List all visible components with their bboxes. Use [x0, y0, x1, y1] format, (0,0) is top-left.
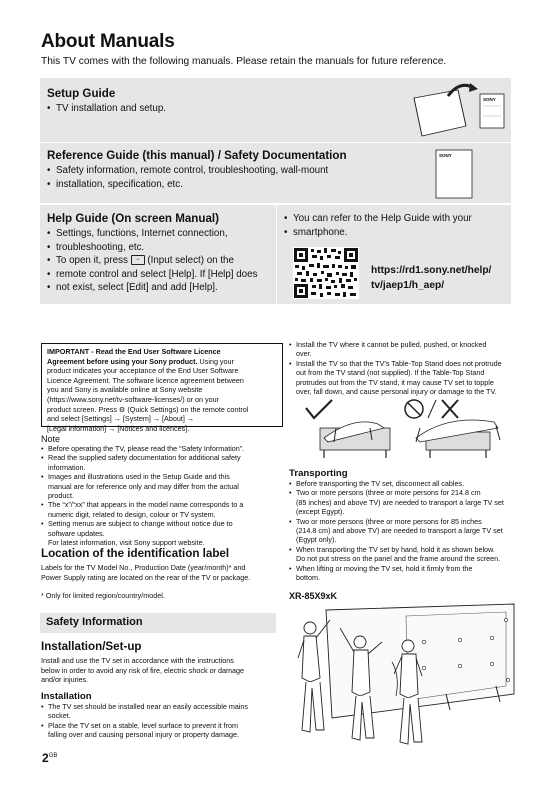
important-line8: and select [Settings] → [System] → [About] → — [47, 414, 195, 424]
transporting-bullet2-l1: • Two or more persons (three or more persons for 214.8 cm — [289, 488, 519, 497]
setup-guide-heading: Setup Guide — [47, 87, 116, 100]
transporting-bullet4-l1: • When transporting the TV set by hand, hold it as shown below. — [289, 545, 519, 554]
note-bullet3-l3: product. — [48, 491, 74, 501]
important-line2-bold: Agreement before using your Sony product. — [47, 356, 198, 366]
right-bullet2-l4: over, fall down, and cause personal injury or damage to the TV. — [296, 387, 497, 397]
identification-line2: Power Supply rating are located on the rear of the TV or package. — [41, 572, 251, 582]
page-title: About Manuals — [41, 31, 175, 52]
qr-code — [293, 247, 359, 299]
important-line6: (https://www.sony.net/tv-software-licenses/) or on your — [47, 394, 220, 404]
transporting-section — [289, 468, 519, 601]
help-guide-bullet2-text3: not exist, select [Edit] and add [Help]. — [56, 282, 218, 293]
right-bullet2-l2: out from the TV stand (not supplied). If the Table-Top Stand — [296, 368, 485, 378]
identification-heading: Location of the identification label — [41, 547, 230, 560]
installation-setup-heading: Installation/Set-up — [41, 640, 142, 653]
page-number-suffix: GB — [48, 753, 58, 759]
reference-guide-bullet-text2: installation, specification, etc. — [56, 178, 183, 190]
help-guide-smartphone-section — [277, 205, 511, 304]
help-guide-bullet2-line1 — [47, 254, 275, 268]
important-line2-rest: Using your — [197, 356, 234, 366]
cross-icon — [442, 400, 458, 418]
right-column-bullets — [289, 340, 519, 396]
transporting-heading: Transporting — [289, 468, 348, 479]
installation-p3: and/or injuries. — [41, 675, 89, 685]
intro-text: This TV comes with the following manuals. Please retain the manuals for future reference. — [41, 56, 447, 67]
help-guide-url-line1: https://rd1.sony.net/help/ — [371, 265, 492, 276]
help-guide-url-line2: tv/jaep1/h_aep/ — [371, 280, 445, 291]
installation-bullet1-l1: • The TV set should be installed near an easily accessible mains — [41, 702, 286, 711]
setup-guide-illustration — [408, 82, 508, 140]
transporting-bullet1: • Before transporting the TV set, disconnect all cables. — [289, 479, 519, 488]
model-label: XR-85X9xK — [289, 591, 338, 602]
note-bullet2-l1: • Read the supplied safety documentation for additional safety — [41, 453, 286, 462]
note-bullet3-l2: manual are for reference only and may differ from the actual — [48, 481, 239, 491]
installation-p2: below in order to avoid any risk of fire, electric shock or damage — [41, 665, 244, 675]
important-line2 — [47, 357, 277, 367]
right-bullet2-l3: protrudes out from the TV stand, it may cause TV set to topple — [296, 377, 494, 387]
note-bullet4-l2: numeric digit, related to design, colour or TV system. — [48, 509, 216, 519]
safety-information-title: Safety Information — [46, 616, 143, 628]
transporting-bullet3-l3: (Egypt only). — [296, 535, 337, 545]
transporting-bullet3-l2: (214.8 cm) and above TV) are needed to transport a large TV set — [296, 526, 503, 536]
transporting-bullet4-l2: Do not put stress on the panel and the frame around the screen. — [296, 554, 501, 564]
note-section — [41, 434, 286, 547]
smartphone-line2-wrap — [284, 226, 509, 240]
setup-guide-bullet: • TV installation and setup. — [47, 102, 166, 116]
check-icon — [306, 400, 332, 418]
help-guide-bullet2-line2 — [47, 268, 275, 282]
transporting-bullet2-l3: (except Egypt). — [296, 507, 345, 517]
identification-line1: Labels for the TV Model No., Production Date (year/month)* and — [41, 563, 246, 572]
tv-carry-illustration — [296, 598, 520, 748]
help-guide-bullet1-line1: • Settings, functions, Internet connection, — [47, 227, 275, 241]
note-bullet5-l2: software updates. — [48, 528, 105, 538]
smartphone-line1: • You can refer to the Help Guide with your — [284, 212, 509, 226]
reference-booklet-brand: SONY — [439, 153, 452, 158]
help-guide-bullet1-text2: troubleshooting, etc. — [56, 241, 145, 253]
note-bullet1: • Before operating the TV, please read the “Safety Information”. — [41, 444, 286, 453]
safety-information-band — [40, 613, 276, 633]
setup-booklet-brand: SONY — [483, 97, 496, 102]
note-bullet3-l1: • Images and illustrations used in the Setup Guide and this — [41, 472, 286, 481]
installation-section — [41, 640, 286, 739]
important-line9: [Legal information] → [Notices and licences]. — [47, 423, 190, 433]
help-guide-bullet1-line2 — [47, 241, 275, 255]
important-line5: you and Sony is available online at Sony website — [47, 385, 203, 395]
reference-guide-section — [40, 143, 511, 203]
reference-guide-bullet-line2 — [47, 178, 347, 192]
important-licence-box — [41, 343, 283, 433]
right-bullet1-l2: over. — [296, 349, 312, 359]
important-line3: product indicates your acceptance of the End User Software — [47, 366, 239, 376]
note-bullet4-l1: • The “x”/“xx” that appears in the model name corresponds to a — [41, 500, 286, 509]
help-guide-bullet2-text2: remote control and select [Help]. If [Help] does — [56, 268, 258, 280]
installation-bullet2-l1: • Place the TV set on a stable, level surface to prevent it from — [41, 721, 286, 730]
important-line4: Licence Agreement. The software licence agreement between — [47, 375, 244, 385]
help-guide-bullet2-text1b: (Input select) on the — [147, 255, 234, 266]
right-bullet1-l1: • Install the TV where it cannot be pulled, pushed, or knocked — [289, 340, 519, 349]
page-number — [42, 751, 57, 765]
transporting-bullet5-l2: bottom. — [296, 573, 320, 583]
note-bullet5-l1: • Setting menus are subject to change without notice due to — [41, 519, 286, 528]
help-guide-bullet2-line3 — [47, 281, 275, 295]
reference-guide-heading: Reference Guide (this manual) / Safety Documentation — [47, 149, 347, 162]
installation-subheading: Installation — [41, 690, 92, 702]
note-bullet5-l3: For latest information, visit Sony support website. — [48, 538, 205, 548]
installation-bullet1-l2: socket. — [48, 711, 71, 721]
transporting-bullet2-l2: (85 inches) and above TV) are needed to transport a large TV set — [296, 497, 504, 507]
help-guide-section — [40, 205, 276, 304]
note-heading: Note — [41, 434, 61, 444]
important-line1: IMPORTANT - Read the End User Software Licence — [47, 347, 221, 356]
help-guide-url[interactable] — [371, 263, 491, 293]
reference-guide-bullet-line1: • Safety information, remote control, troubleshooting, wall-mount — [47, 164, 347, 178]
smartphone-line2: smartphone. — [293, 226, 348, 238]
note-bullet2-l2: information. — [48, 462, 86, 472]
identification-footnote: * Only for limited region/country/model. — [41, 591, 165, 601]
installation-bullet2-l2: falling over and causing personal injury or property damage. — [48, 730, 239, 739]
transporting-bullet5-l1: • When lifting or moving the TV set, hold it firmly from the — [289, 564, 519, 573]
help-guide-heading: Help Guide (On screen Manual) — [47, 212, 220, 225]
important-line7: product screen. Press ⚙ (Quick Settings) on the remote control — [47, 404, 249, 414]
page-number-value: 2 — [42, 751, 49, 765]
tv-stand-illustration — [298, 398, 514, 460]
identification-section — [41, 547, 286, 601]
help-guide-bullet2-text1: To open it, press — [56, 255, 128, 266]
setup-guide-section — [40, 78, 511, 142]
reference-booklet-illustration — [434, 148, 476, 200]
input-select-icon: → — [131, 255, 145, 265]
transporting-bullet3-l1: • Two or more persons (three or more persons for 85 inches — [289, 517, 519, 526]
installation-p1: Install and use the TV set in accordance with the instructions — [41, 656, 234, 665]
right-bullet2-l1: • Install the TV so that the TV’s Table-Top Stand does not protrude — [289, 359, 519, 368]
